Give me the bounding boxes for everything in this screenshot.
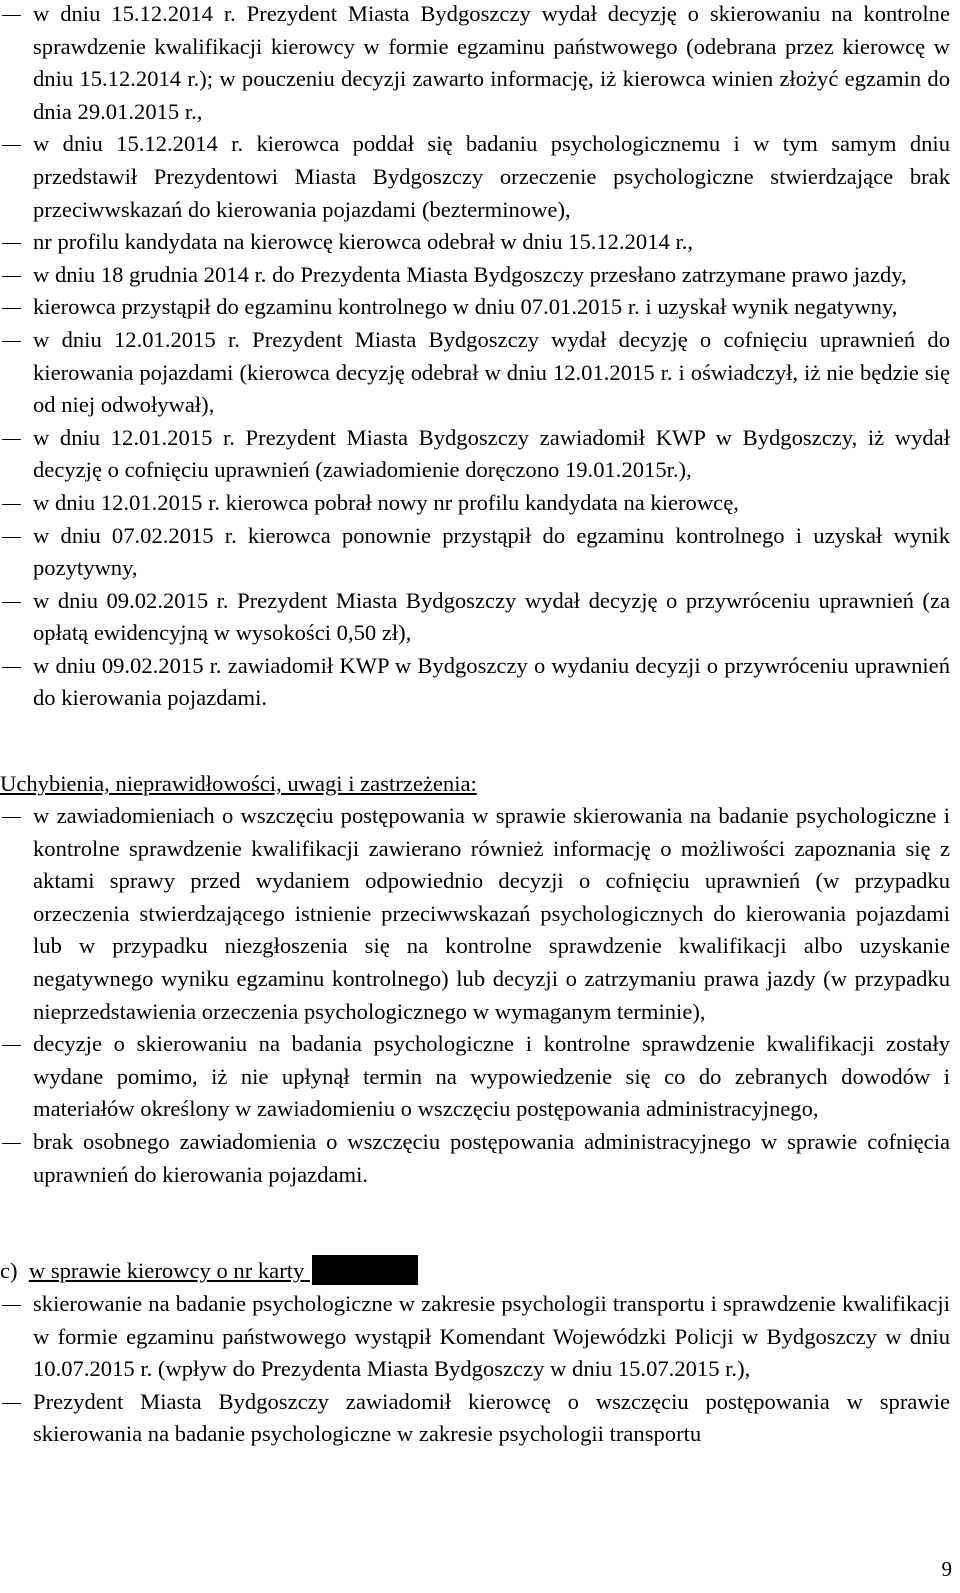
list-item: nr profilu kandydata na kierowcę kierowca odebrał w dniu 15.12.2014 r., xyxy=(0,226,950,259)
list-item: skierowanie na badanie psychologiczne w zakresie psychologii transportu i sprawdzenie kwalifikacji w formie egzaminu państwowego wystąpił Komendant Wojewódzki Policji w Bydgoszczy w dniu 10.07.2015 r. (wpływ do Prezydenta Miasta Bydgoszczy w dniu 15.07.2015 r.), xyxy=(0,1288,950,1386)
dash-bullet xyxy=(2,602,21,603)
dash-bullet xyxy=(2,817,21,818)
dash-bullet xyxy=(2,308,21,309)
dash-bullet xyxy=(2,1143,21,1144)
list-item: kierowca przystąpił do egzaminu kontrolnego w dniu 07.01.2015 r. i uzyskał wynik negatywny, xyxy=(0,291,950,324)
list-item: w dniu 07.02.2015 r. kierowca ponownie przystąpił do egzaminu kontrolnego i uzyskał wynik pozytywny, xyxy=(0,520,950,585)
list-item: brak osobnego zawiadomienia o wszczęciu postępowania administracyjnego w sprawie cofnięcia uprawnień do kierowania pojazdami. xyxy=(0,1126,950,1191)
page-number: 9 xyxy=(941,1557,952,1581)
list-item: w zawiadomieniach o wszczęciu postępowania w sprawie skierowania na badanie psychologiczne i kontrolne sprawdzenie kwalifikacji zawierano również informację o możliwości zapoznania się z aktami sprawy przed wydaniem odpowiednio decyzji o cofnięciu uprawnień (w przypadku orzeczenia stwierdzającego istnienie przeciwwskazań psychologicznych do kierowania pojazdami lub w przypadku niezgłoszenia się na kontrolne sprawdzenie kwalifikacji albo uzyskanie negatywnego wyniku egzaminu kontrolnego) lub decyzji o zatrzymaniu prawa jazdy (w przypadku nieprzedstawienia orzeczenia psychologicznego w wymaganym terminie), xyxy=(0,800,950,1028)
dash-bullet xyxy=(2,667,21,668)
list-item: w dniu 12.01.2015 r. Prezydent Miasta Bydgoszczy wydał decyzję o cofnięciu uprawnień do kierowania pojazdami (kierowca decyzję odebrał w dniu 12.01.2015 r. i oświadczył, iż nie będzie się od niej odwoływał), xyxy=(0,324,950,422)
subsection-heading xyxy=(0,1255,418,1288)
section-heading: Uchybienia, nieprawidłowości, uwagi i zastrzeżenia: xyxy=(0,771,477,796)
dash-bullet xyxy=(2,145,21,146)
dash-bullet xyxy=(2,1045,21,1046)
list-item: w dniu 09.02.2015 r. Prezydent Miasta Bydgoszczy wydał decyzję o przywróceniu uprawnień (za opłatą ewidencyjną w wysokości 0,50 zł), xyxy=(0,585,950,650)
dash-bullet xyxy=(2,1403,21,1404)
dash-bullet xyxy=(2,439,21,440)
redaction-box xyxy=(312,1255,418,1285)
subsection-title: w sprawie kierowcy o nr karty xyxy=(28,1258,305,1283)
list-item: w dniu 12.01.2015 r. Prezydent Miasta Bydgoszczy zawiadomił KWP w Bydgoszczy, iż wydał decyzję o cofnięciu uprawnień (zawiadomienie doręczono 19.01.2015r.), xyxy=(0,422,950,487)
subsection-marker: c) xyxy=(0,1258,18,1283)
events-list xyxy=(0,0,950,715)
dash-bullet xyxy=(2,276,21,277)
list-item: w dniu 15.12.2014 r. Prezydent Miasta Bydgoszczy wydał decyzję o skierowaniu na kontrolne sprawdzenie kwalifikacji kierowcy w formie egzaminu państwowego (odebrana przez kierowcę w dniu 15.12.2014 r.); w pouczeniu decyzji zawarto informację, iż kierowca winien złożyć egzamin do dnia 29.01.2015 r., xyxy=(0,0,950,128)
dash-bullet xyxy=(2,15,21,16)
dash-bullet xyxy=(2,1305,21,1306)
list-item: w dniu 18 grudnia 2014 r. do Prezydenta Miasta Bydgoszczy przesłano zatrzymane prawo jazdy, xyxy=(0,259,950,292)
dash-bullet xyxy=(2,243,21,244)
list-item: Prezydent Miasta Bydgoszczy zawiadomił kierowcę o wszczęciu postępowania w sprawie skierowania na badanie psychologiczne w zakresie psychologii transportu xyxy=(0,1386,950,1451)
list-item: w dniu 15.12.2014 r. kierowca poddał się badaniu psychologicznemu i w tym samym dniu przedstawił Prezydentowi Miasta Bydgoszczy orzeczenie psychologiczne stwierdzające brak przeciwwskazań do kierowania pojazdami (bezterminowe), xyxy=(0,128,950,226)
issues-list xyxy=(0,800,950,1191)
list-item: decyzje o skierowaniu na badania psychologiczne i kontrolne sprawdzenie kwalifikacji zostały wydane pomimo, iż nie upłynął termin na wypowiedzenie się co do zebranych dowodów i materiałów określony w zawiadomieniu o wszczęciu postępowania administracyjnego, xyxy=(0,1028,950,1126)
dash-bullet xyxy=(2,504,21,505)
dash-bullet xyxy=(2,341,21,342)
list-item: w dniu 09.02.2015 r. zawiadomił KWP w Bydgoszczy o wydaniu decyzji o przywróceniu uprawnień do kierowania pojazdami. xyxy=(0,650,950,715)
driver-events-list xyxy=(0,1288,950,1451)
list-item: w dniu 12.01.2015 r. kierowca pobrał nowy nr profilu kandydata na kierowcę, xyxy=(0,487,950,520)
dash-bullet xyxy=(2,537,21,538)
